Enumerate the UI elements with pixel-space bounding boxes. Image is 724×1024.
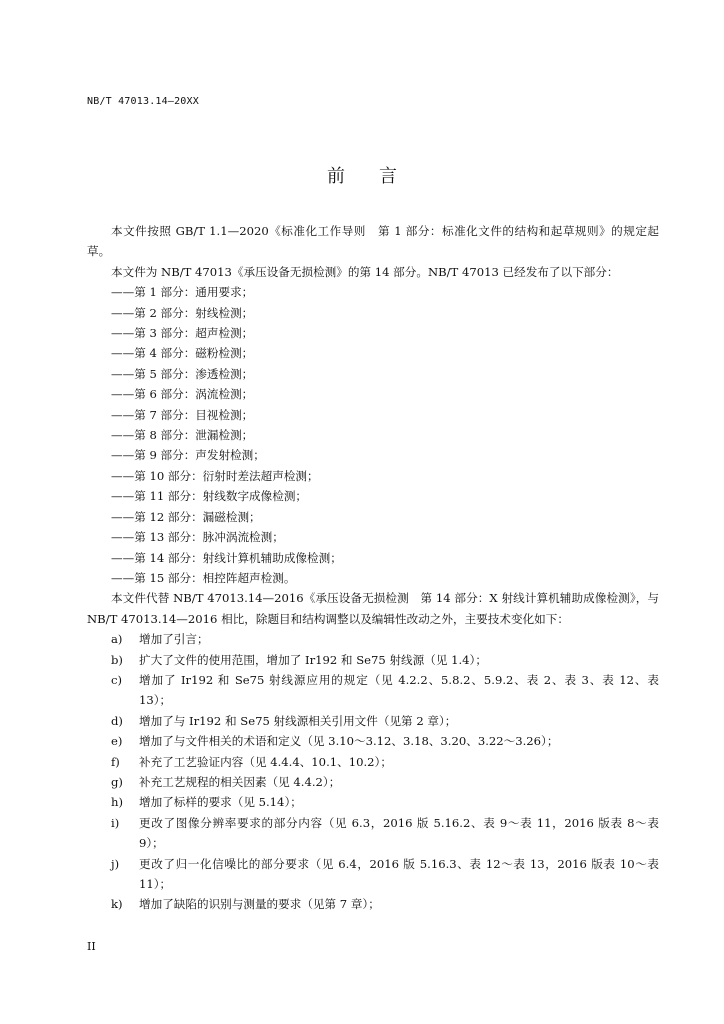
part-list-item: ——第 3 部分：超声检测； [111,326,254,341]
change-list-item [87,731,659,751]
change-item-marker: d) [111,713,123,728]
change-list-item [87,894,659,914]
part-list-item: ——第 4 部分：磁粉检测； [111,346,254,361]
change-item-text: 增加了缺陷的识别与测量的要求（见第 7 章）； [139,897,380,912]
part-list-item: ——第 8 部分：泄漏检测； [111,428,254,443]
page-number: II [87,940,96,953]
change-item-text: 补充工艺规程的相关因素（见 4.4.2）； [139,774,341,789]
part-list-item: ——第 7 部分：目视检测； [111,407,254,422]
part-list-item: ——第 1 部分：通用要求； [111,285,254,300]
change-item-text: 更改了归一化信噪比的部分要求（见 6.4，2016 版 5.16.3、表 12～表 13，2016 版表 10～表 11）； [139,856,659,891]
change-item-marker: i) [111,815,120,830]
changes-list [87,629,659,915]
part-list-item: ——第 12 部分：漏磁检测； [111,509,261,524]
change-item-text: 增加了与 Ir192 和 Se75 射线源相关引用文件（见第 2 章）； [139,713,457,728]
parts-list [87,282,659,588]
change-list-item [87,772,659,792]
change-list-item [87,854,659,895]
part-list-item: ——第 11 部分：射线数字成像检测； [111,489,308,504]
change-item-text: 扩大了文件的使用范围，增加了 Ir192 和 Se75 射线源（见 1.4）； [139,652,487,667]
change-item-text: 增加了 Ir192 和 Se75 射线源应用的规定（见 4.2.2、5.8.2、5.9.2、表 2、表 3、表 12、表 13）； [139,672,659,708]
change-item-marker: c) [111,672,123,687]
part-list-item: ——第 15 部分：相控阵超声检测。 [111,570,296,585]
part-list-item: ——第 6 部分：涡流检测； [111,387,254,402]
part-list-item: ——第 13 部分：脉冲涡流检测； [111,530,284,545]
intro-paragraph-2: 本文件为 NB/T 47013《承压设备无损检测》的第 14 部分。NB/T 47013 已经发布了以下部分： [111,264,619,279]
change-item-marker: k) [111,897,123,912]
change-list-item [87,792,659,812]
change-list-item [87,670,659,711]
replace-paragraph: 本文件代替 NB/T 47013.14—2016《承压设备无损检测 第 14 部分：X 射线计算机辅助成像检测》，与 NB/T 47013.14—2016 相比，除题目和结构调整以及编辑性改动之外，主要技术变化如下： [87,591,659,626]
change-item-marker: e) [111,734,123,749]
change-item-marker: j) [111,856,120,871]
change-item-marker: g) [111,774,123,789]
change-list-item [87,813,659,854]
page-title: 前言 [327,166,431,187]
document-body [87,221,659,915]
change-item-text: 增加了与文件相关的术语和定义（见 3.10～3.12、3.18、3.20、3.22～3.26）； [139,734,559,749]
change-item-text: 增加了引言； [139,632,209,647]
change-list-item [87,752,659,772]
document-header: NB/T 47013.14—20XX [87,96,199,107]
change-item-marker: h) [111,795,123,810]
change-list-item [87,711,659,731]
part-list-item: ——第 14 部分：射线计算机辅助成像检测； [111,550,342,565]
part-list-item: ——第 9 部分：声发射检测； [111,448,265,463]
change-item-marker: a) [111,632,123,647]
change-list-item [87,650,659,670]
change-item-text: 补充了工艺验证内容（见 4.4.4、10.1、10.2）； [139,754,392,769]
part-list-item: ——第 5 部分：渗透检测； [111,366,254,381]
change-list-item [87,629,659,649]
part-list-item: ——第 2 部分：射线检测； [111,305,254,320]
part-list-item: ——第 10 部分：衍射时差法超声检测； [111,468,319,483]
change-item-text: 更改了图像分辨率要求的部分内容（见 6.3，2016 版 5.16.2、表 9～表 11，2016 版表 8～表 9）； [139,815,659,851]
change-item-text: 增加了标样的要求（见 5.14）； [139,795,302,810]
change-item-marker: f) [111,754,120,769]
intro-paragraph-1: 本文件按照 GB/T 1.1—2020《标准化工作导则 第 1 部分：标准化文件的结构和起草规则》的规定起草。 [87,224,659,259]
change-item-marker: b) [111,652,123,667]
